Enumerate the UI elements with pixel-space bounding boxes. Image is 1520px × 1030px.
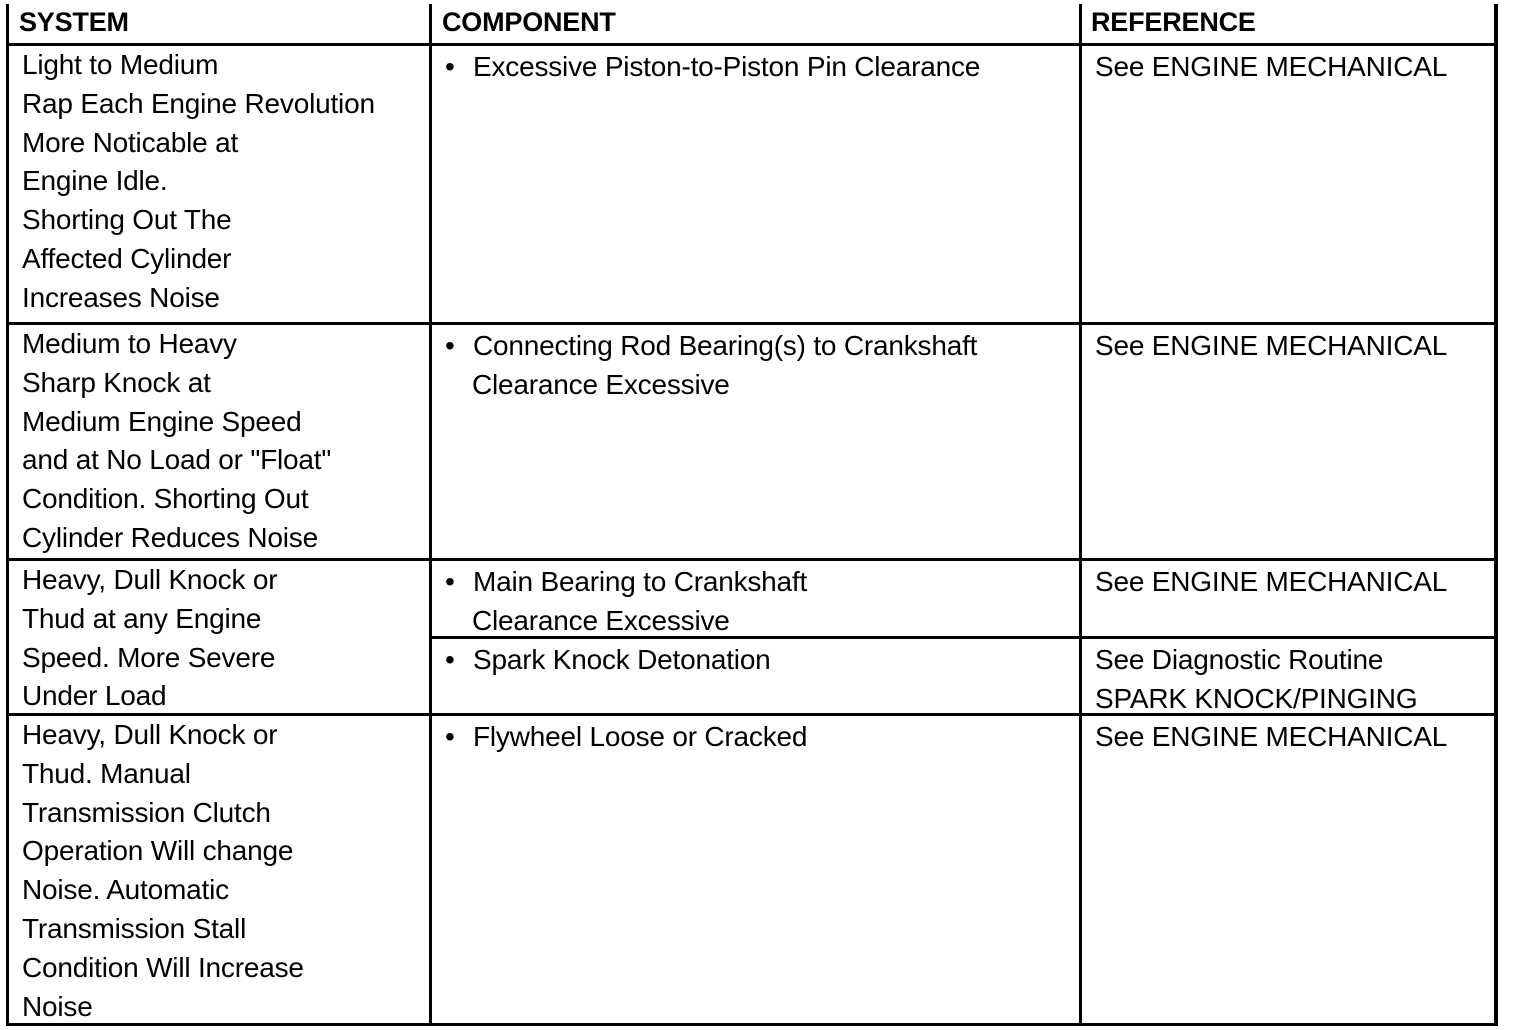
system-line: Affected Cylinder — [22, 242, 232, 274]
row-4-reference — [1079, 713, 1498, 1025]
system-line: Transmission Stall — [22, 912, 247, 944]
system-line: Heavy, Dull Knock or — [22, 564, 278, 595]
system-line: Medium to Heavy — [22, 328, 237, 359]
component-item — [445, 325, 1079, 366]
system-line: Light to Medium — [22, 49, 219, 80]
row-2-system — [6, 322, 429, 558]
system-line: Noise — [22, 990, 93, 1022]
component-text: Main Bearing to Crankshaft — [473, 566, 808, 597]
component-text: Flywheel Loose or Cracked — [473, 721, 808, 752]
diagnosis-table — [6, 4, 1498, 1026]
bullet: • — [445, 644, 455, 675]
component-item — [445, 46, 1079, 87]
component-item — [445, 561, 1079, 602]
component-text-continued: Clearance Excessive — [472, 368, 730, 400]
reference-text: See ENGINE MECHANICAL — [1095, 51, 1448, 82]
system-line: Heavy, Dull Knock or — [22, 719, 278, 750]
system-line: Sharp Knock at — [22, 366, 211, 398]
reference-text: See ENGINE MECHANICAL — [1095, 330, 1448, 361]
component-text: Connecting Rod Bearing(s) to Crankshaft — [473, 330, 978, 361]
row-4-component — [429, 713, 1079, 1025]
row-4-system — [6, 713, 429, 1025]
component-text: Excessive Piston-to-Piston Pin Clearance — [473, 51, 981, 82]
system-line: Condition. Shorting Out — [22, 483, 309, 515]
component-text: Spark Knock Detonation — [473, 644, 771, 675]
row-2-reference — [1079, 322, 1498, 558]
component-item — [445, 639, 1079, 680]
row-3b-reference — [1079, 636, 1498, 713]
bullet: • — [445, 51, 455, 82]
system-line: Operation Will change — [22, 835, 294, 867]
row-3-system — [6, 558, 429, 713]
row-1-system — [6, 46, 429, 322]
reference-text: See Diagnostic Routine — [1095, 644, 1384, 675]
reference-text-continued: SPARK KNOCK/PINGING — [1095, 682, 1418, 713]
component-text-continued: Clearance Excessive — [472, 604, 730, 636]
system-line: and at No Load or "Float" — [22, 444, 332, 476]
component-item — [445, 716, 1079, 757]
reference-text: See ENGINE MECHANICAL — [1095, 721, 1448, 752]
system-line: Condition Will Increase — [22, 951, 304, 983]
bullet: • — [445, 566, 455, 597]
bullet: • — [445, 721, 455, 752]
header-system: SYSTEM — [6, 4, 429, 46]
system-line: Rap Each Engine Revolution — [22, 87, 375, 119]
reference-text: See ENGINE MECHANICAL — [1095, 566, 1448, 597]
system-line: More Noticable at — [22, 126, 239, 158]
system-line: Cylinder Reduces Noise — [22, 521, 318, 553]
system-line: Medium Engine Speed — [22, 405, 302, 437]
system-line: Shorting Out The — [22, 204, 232, 236]
row-3b-component — [429, 636, 1079, 713]
system-line: Noise. Automatic — [22, 874, 229, 906]
system-line: Thud. Manual — [22, 757, 191, 789]
row-3a-reference — [1079, 558, 1498, 636]
system-line: Increases Noise — [22, 281, 220, 313]
system-line: Under Load — [22, 680, 167, 712]
row-1-component — [429, 46, 1079, 322]
system-line: Transmission Clutch — [22, 796, 271, 828]
system-line: Engine Idle. — [22, 165, 168, 197]
bullet: • — [445, 330, 455, 361]
header-component: COMPONENT — [429, 4, 1079, 46]
system-line: Speed. More Severe — [22, 641, 276, 673]
header-reference: REFERENCE — [1079, 4, 1498, 46]
row-3a-component — [429, 558, 1079, 636]
system-line: Thud at any Engine — [22, 602, 262, 634]
row-2-component — [429, 322, 1079, 558]
row-1-reference — [1079, 46, 1498, 322]
